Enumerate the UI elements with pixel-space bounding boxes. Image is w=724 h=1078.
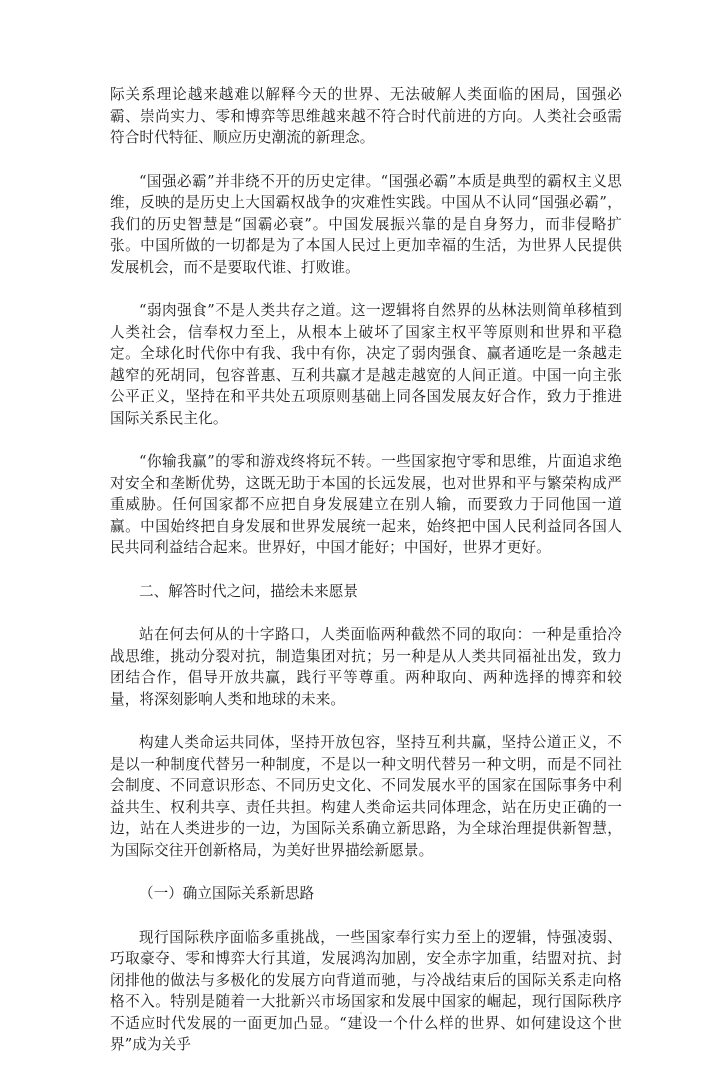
page-footer-mark [360,1012,362,1014]
paragraph-6: 构建人类命运共同体，坚持开放包容，坚持互利共赢，坚持公道正义，不是以一种制度代替另一种制度，不是以一种文明代替另一种文明，而是不同社会制度、不同意识形态、不同历史文化、不同发展水平的国家在国际事务中利益共生、权利共享、责任共担。构建人类命运共同体理念，站在历史正确的一边，站在人类进步的一边，为国际关系确立新思路，为全球治理提供新智慧，为国际交往开创新格局，为美好世界描绘新愿景。 [110,734,622,859]
paragraph-1: 际关系理论越来越难以解释今天的世界、无法破解人类面临的困局，国强必霸、崇尚实力、零和博弈等思维越来越不符合时代前进的方向。人类社会亟需符合时代特征、顺应历史潮流的新理念。 [110,86,622,146]
paragraph-2: “国强必霸”并非绕不开的历史定律。“国强必霸”本质是典型的霸权主义思维，反映的是历史上大国霸权战争的灾难性实践。中国从不认同“国强必霸”，我们的历史智慧是“国霸必衰”。中国发展振兴靠的是自身努力，而非侵略扩张。中国所做的一切都是为了本国人民过上更加幸福的生活，为世界人民提供发展机会，而不是要取代谁、打败谁。 [110,172,622,276]
document-page [110,84,622,1078]
paragraph-5: 站在何去何从的十字路口，人类面临两种截然不同的取向：一种是重拾冷战思维，挑动分裂对抗，制造集团对抗；另一种是从人类共同福祉出发，致力团结合作，倡导开放共赢，践行平等尊重。两种取向、两种选择的博弈和较量，将深刻影响人类和地球的未来。 [110,626,622,708]
subsection-heading-1: （一）确立国际关系新思路 [139,885,315,902]
paragraph-4: “你输我赢”的零和游戏终将玩不转。一些国家抱守零和思维，片面追求绝对安全和垄断优势，这既无助于本国的长远发展，也对世界和平与繁荣构成严重威胁。任何国家都不应把自身发展建立在别人输，而要致力于同他国一道赢。中国始终把自身发展和世界发展统一起来，始终把中国人民利益同各国人民共同利益结合起来。世界好，中国才能好；中国好，世界才更好。 [110,453,622,556]
paragraph-3: “弱肉强食”不是人类共存之道。这一逻辑将自然界的丛林法则简单移植到人类社会，信奉权力至上，从根本上破坏了国家主权平等原则和世界和平稳定。全球化时代你中有我、我中有你，决定了弱肉强食、赢者通吃是一条越走越窄的死胡同，包容普惠、互利共赢才是越走越宽的人间正道。中国一向主张公平正义，坚持在和平共处五项原则基础上同各国发展友好合作，致力于推进国际关系民主化。 [110,302,622,427]
paragraph-7: 现行国际秩序面临多重挑战，一些国家奉行实力至上的逻辑，恃强凌弱、巧取豪夺、零和博弈大行其道，发展鸿沟加剧，安全赤字加重，结盟对抗、封闭排他的做法与多极化的发展方向背道而驰，与冷战结束后的国际关系走向格格不入。特别是随着一大批新兴市场国家和发展中国家的崛起，现行国际秩序不适应时代发展的一面更加凸显。“建设一个什么样的世界、如何建设这个世界”成为关乎 [110,928,622,1053]
section-heading-2: 二、解答时代之问，描绘未来愿景 [139,582,358,600]
